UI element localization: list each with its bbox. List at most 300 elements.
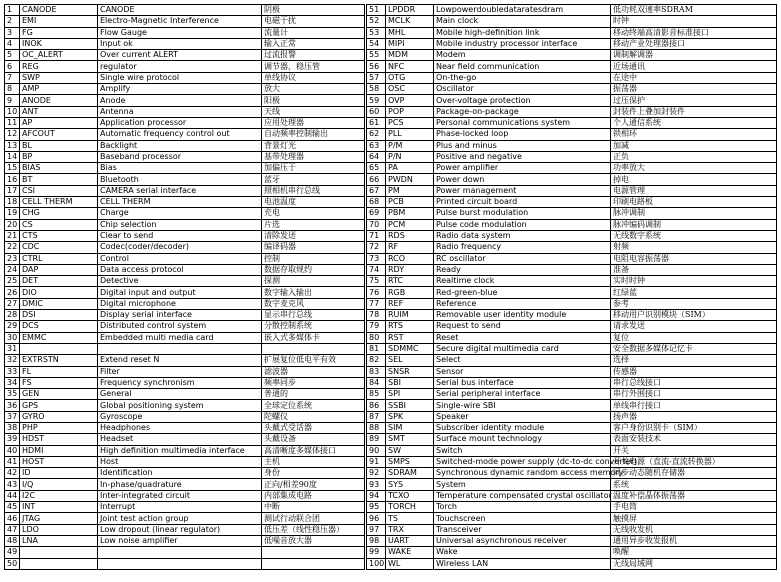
table-row: [5, 422, 365, 433]
table-row: [5, 129, 365, 140]
full-name-cell: Serial bus interface: [434, 377, 611, 388]
row-number-cell: 55: [367, 50, 386, 61]
full-name-cell: Amplify: [98, 84, 262, 95]
row-number-cell: 91: [367, 456, 386, 467]
chinese-name-cell: 背景灯光: [262, 140, 365, 151]
full-name-cell: Display serial interface: [98, 310, 262, 321]
table-row: [5, 185, 365, 196]
full-name-cell: Radio data system: [434, 230, 611, 241]
row-number-cell: 50: [5, 558, 20, 569]
chinese-name-cell: 照相机串行总线: [262, 185, 365, 196]
abbreviation-cell: OTG: [386, 72, 434, 83]
full-name-cell: Power management: [434, 185, 611, 196]
abbreviation-cell: REF: [386, 298, 434, 309]
table-row: [367, 50, 777, 61]
row-number-cell: 72: [367, 242, 386, 253]
chinese-name-cell: 放大: [262, 84, 365, 95]
row-number-cell: 95: [367, 502, 386, 513]
abbreviation-table-left: [4, 4, 365, 570]
table-row: [5, 95, 365, 106]
chinese-name-cell: 加偏压于: [262, 163, 365, 174]
abbreviation-cell: CS: [20, 219, 98, 230]
abbreviation-table-left-body: [5, 5, 365, 570]
abbreviation-cell: RTC: [386, 276, 434, 287]
abbreviation-cell: BL: [20, 140, 98, 151]
abbreviation-cell: DAP: [20, 264, 98, 275]
abbreviation-cell: TCXO: [386, 490, 434, 501]
abbreviation-cell: RST: [386, 332, 434, 343]
chinese-name-cell: 电阻电容振荡器: [611, 253, 777, 264]
abbreviation-cell: NFC: [386, 61, 434, 72]
chinese-name-cell: 数字麦克风: [262, 298, 365, 309]
full-name-cell: Oscillator: [434, 84, 611, 95]
full-name-cell: Control: [98, 253, 262, 264]
full-name-cell: High definition multimedia interface: [98, 445, 262, 456]
table-row: [5, 230, 365, 241]
row-number-cell: 40: [5, 445, 20, 456]
abbreviation-cell: DET: [20, 276, 98, 287]
chinese-name-cell: 时钟: [611, 16, 777, 27]
row-number-cell: 16: [5, 174, 20, 185]
full-name-cell: Personal communications system: [434, 117, 611, 128]
full-name-cell: Touchscreen: [434, 513, 611, 524]
chinese-name-cell: 开关: [611, 445, 777, 456]
abbreviation-cell: ID: [20, 468, 98, 479]
chinese-name-cell: 手电筒: [611, 502, 777, 513]
table-row: [5, 106, 365, 117]
full-name-cell: Mobile high-definition link: [434, 27, 611, 38]
chinese-name-cell: 近场通讯: [611, 61, 777, 72]
chinese-name-cell: 在途中: [611, 72, 777, 83]
chinese-name-cell: 探测: [262, 276, 365, 287]
table-row: [5, 513, 365, 524]
full-name-cell: Serial peripheral interface: [434, 389, 611, 400]
table-row: [5, 332, 365, 343]
row-number-cell: 19: [5, 208, 20, 219]
row-number-cell: 88: [367, 422, 386, 433]
full-name-cell: Main clock: [434, 16, 611, 27]
chinese-name-cell: 数据存取规约: [262, 264, 365, 275]
chinese-name-cell: 基带处理器: [262, 151, 365, 162]
table-row: [5, 276, 365, 287]
row-number-cell: 32: [5, 355, 20, 366]
table-row: [5, 61, 365, 72]
table-row: [367, 377, 777, 388]
chinese-name-cell: 串行外围接口: [611, 389, 777, 400]
table-row: [367, 287, 777, 298]
row-number-cell: 28: [5, 310, 20, 321]
table-row: [5, 468, 365, 479]
row-number-cell: 5: [5, 50, 20, 61]
full-name-cell: Interrupt: [98, 502, 262, 513]
abbreviation-cell: EMMC: [20, 332, 98, 343]
chinese-name-cell: 内部集成电路: [262, 490, 365, 501]
table-row: [367, 208, 777, 219]
full-name-cell: Wireless LAN: [434, 558, 611, 569]
full-name-cell: CAMERA serial interface: [98, 185, 262, 196]
abbreviation-cell: POP: [386, 106, 434, 117]
abbreviation-cell: CTS: [20, 230, 98, 241]
full-name-cell: Automatic frequency control out: [98, 129, 262, 140]
full-name-cell: [98, 558, 262, 569]
full-name-cell: CANODE: [98, 5, 262, 16]
abbreviation-cell: RDY: [386, 264, 434, 275]
row-number-cell: 78: [367, 310, 386, 321]
table-row: [5, 411, 365, 422]
table-row: [367, 513, 777, 524]
abbreviation-cell: SW: [386, 445, 434, 456]
chinese-name-cell: 印刷电路板: [611, 197, 777, 208]
table-row: [367, 434, 777, 445]
chinese-name-cell: 唤醒: [611, 547, 777, 558]
table-row: [5, 264, 365, 275]
full-name-cell: Bias: [98, 163, 262, 174]
abbreviation-cell: HDST: [20, 434, 98, 445]
table-row: [5, 310, 365, 321]
full-name-cell: Antenna: [98, 106, 262, 117]
full-name-cell: Transceiver: [434, 524, 611, 535]
full-name-cell: Low dropout (linear regulator): [98, 524, 262, 535]
chinese-name-cell: 通用异步收发报机: [611, 535, 777, 546]
chinese-name-cell: [262, 547, 365, 558]
full-name-cell: RC oscillator: [434, 253, 611, 264]
abbreviation-cell: I2C: [20, 490, 98, 501]
row-number-cell: 52: [367, 16, 386, 27]
full-name-cell: Detective: [98, 276, 262, 287]
table-row: [367, 174, 777, 185]
table-row: [367, 276, 777, 287]
row-number-cell: 61: [367, 117, 386, 128]
full-name-cell: Codec(coder/decoder): [98, 242, 262, 253]
abbreviation-cell: SMPS: [386, 456, 434, 467]
chinese-name-cell: 移动产业处理器接口: [611, 38, 777, 49]
table-row: [367, 479, 777, 490]
full-name-cell: Speaker: [434, 411, 611, 422]
row-number-cell: 84: [367, 377, 386, 388]
table-row: [367, 27, 777, 38]
full-name-cell: Filter: [98, 366, 262, 377]
row-number-cell: 12: [5, 129, 20, 140]
chinese-name-cell: 掉电: [611, 174, 777, 185]
abbreviation-cell: GYRO: [20, 411, 98, 422]
table-row: [367, 558, 777, 569]
row-number-cell: 98: [367, 535, 386, 546]
table-row: [367, 264, 777, 275]
chinese-name-cell: 低压差（线性稳压器）: [262, 524, 365, 535]
chinese-name-cell: 触摸屏: [611, 513, 777, 524]
row-number-cell: 43: [5, 479, 20, 490]
full-name-cell: Input ok: [98, 38, 262, 49]
table-row: [5, 219, 365, 230]
row-number-cell: 80: [367, 332, 386, 343]
chinese-name-cell: 正向/相差90度: [262, 479, 365, 490]
table-row: [367, 242, 777, 253]
abbreviation-cell: CELL THERM: [20, 197, 98, 208]
row-number-cell: 82: [367, 355, 386, 366]
row-number-cell: 49: [5, 547, 20, 558]
abbreviation-cell: SYS: [386, 479, 434, 490]
full-name-cell: Host: [98, 456, 262, 467]
table-row: [367, 502, 777, 513]
table-row: [367, 117, 777, 128]
row-number-cell: 76: [367, 287, 386, 298]
table-row: [5, 253, 365, 264]
chinese-name-cell: 实时时钟: [611, 276, 777, 287]
row-number-cell: 13: [5, 140, 20, 151]
full-name-cell: Removable user identity module: [434, 310, 611, 321]
row-number-cell: 89: [367, 434, 386, 445]
chinese-name-cell: 天线: [262, 106, 365, 117]
chinese-name-cell: 控制: [262, 253, 365, 264]
row-number-cell: 57: [367, 72, 386, 83]
abbreviation-cell: MHL: [386, 27, 434, 38]
row-number-cell: 75: [367, 276, 386, 287]
abbreviation-cell: BP: [20, 151, 98, 162]
chinese-name-cell: 清除发送: [262, 230, 365, 241]
chinese-name-cell: 头戴设备: [262, 434, 365, 445]
full-name-cell: Power down: [434, 174, 611, 185]
abbreviation-cell: RUIM: [386, 310, 434, 321]
abbreviation-cell: EXTRSTN: [20, 355, 98, 366]
full-name-cell: Reference: [434, 298, 611, 309]
full-name-cell: Switched-mode power supply (dc-to-dc converter): [434, 456, 611, 467]
full-name-cell: Near field communication: [434, 61, 611, 72]
chinese-name-cell: 高清晰度多媒体接口: [262, 445, 365, 456]
row-number-cell: 69: [367, 208, 386, 219]
table-row: [5, 321, 365, 332]
full-name-cell: Package-on-package: [434, 106, 611, 117]
abbreviation-cell: LDO: [20, 524, 98, 535]
full-name-cell: Headphones: [98, 422, 262, 433]
row-number-cell: 71: [367, 230, 386, 241]
chinese-name-cell: 移动终端高清影音标准接口: [611, 27, 777, 38]
abbreviation-cell: HOST: [20, 456, 98, 467]
full-name-cell: Electro-Magnetic Interference: [98, 16, 262, 27]
table-row: [5, 163, 365, 174]
table-row: [367, 163, 777, 174]
row-number-cell: 79: [367, 321, 386, 332]
table-row: [367, 38, 777, 49]
row-number-cell: 11: [5, 117, 20, 128]
chinese-name-cell: 充电: [262, 208, 365, 219]
table-row: [367, 61, 777, 72]
abbreviation-cell: TRX: [386, 524, 434, 535]
abbreviation-cell: MIPI: [386, 38, 434, 49]
row-number-cell: 73: [367, 253, 386, 264]
table-row: [367, 230, 777, 241]
full-name-cell: regulator: [98, 61, 262, 72]
table-row: [367, 343, 777, 354]
abbreviation-cell: SMT: [386, 434, 434, 445]
abbreviation-cell: REG: [20, 61, 98, 72]
row-number-cell: 86: [367, 400, 386, 411]
abbreviation-cell: PHP: [20, 422, 98, 433]
row-number-cell: 2: [5, 16, 20, 27]
row-number-cell: 29: [5, 321, 20, 332]
table-row: [367, 253, 777, 264]
chinese-name-cell: 个人通信系统: [611, 117, 777, 128]
row-number-cell: 33: [5, 366, 20, 377]
table-row: [367, 400, 777, 411]
abbreviation-cell: LPDDR: [386, 5, 434, 16]
chinese-name-cell: 电池温度: [262, 197, 365, 208]
abbreviation-cell: RTS: [386, 321, 434, 332]
row-number-cell: 90: [367, 445, 386, 456]
row-number-cell: 8: [5, 84, 20, 95]
row-number-cell: 60: [367, 106, 386, 117]
abbreviation-cell: MCLK: [386, 16, 434, 27]
abbreviation-cell: HDMI: [20, 445, 98, 456]
abbreviation-cell: DIO: [20, 287, 98, 298]
table-row: [5, 389, 365, 400]
table-row: [367, 468, 777, 479]
table-row: [367, 151, 777, 162]
chinese-name-cell: 阳极: [262, 95, 365, 106]
table-row: [367, 95, 777, 106]
chinese-name-cell: 全球定位系统: [262, 400, 365, 411]
chinese-name-cell: 串行总线接口: [611, 377, 777, 388]
row-number-cell: 24: [5, 264, 20, 275]
row-number-cell: 23: [5, 253, 20, 264]
table-row: [5, 558, 365, 569]
full-name-cell: Backlight: [98, 140, 262, 151]
table-row: [367, 185, 777, 196]
row-number-cell: 53: [367, 27, 386, 38]
full-name-cell: Extend reset N: [98, 355, 262, 366]
table-row: [367, 490, 777, 501]
abbreviation-cell: WAKE: [386, 547, 434, 558]
full-name-cell: Positive and negative: [434, 151, 611, 162]
chinese-name-cell: 移动用户识别模块（SIM）: [611, 310, 777, 321]
chinese-name-cell: 单线串行接口: [611, 400, 777, 411]
abbreviation-cell: SWP: [20, 72, 98, 83]
full-name-cell: Digital microphone: [98, 298, 262, 309]
full-name-cell: Embedded multi media card: [98, 332, 262, 343]
chinese-name-cell: 过流报警: [262, 50, 365, 61]
abbreviation-cell: PCM: [386, 219, 434, 230]
abbreviation-cell: SNSR: [386, 366, 434, 377]
full-name-cell: Over current ALERT: [98, 50, 262, 61]
row-number-cell: 20: [5, 219, 20, 230]
table-row: [5, 524, 365, 535]
abbreviation-cell: ANODE: [20, 95, 98, 106]
table-row: [367, 366, 777, 377]
abbreviation-cell: GEN: [20, 389, 98, 400]
full-name-cell: Bluetooth: [98, 174, 262, 185]
chinese-name-cell: 显示串行总线: [262, 310, 365, 321]
row-number-cell: 6: [5, 61, 20, 72]
abbreviation-cell: GPS: [20, 400, 98, 411]
row-number-cell: 66: [367, 174, 386, 185]
chinese-name-cell: 开关电源（直流-直流转换器）: [611, 456, 777, 467]
abbreviation-cell: [20, 343, 98, 354]
table-row: [367, 422, 777, 433]
full-name-cell: Realtime clock: [434, 276, 611, 287]
table-row: [5, 16, 365, 27]
chinese-name-cell: 普通的: [262, 389, 365, 400]
full-name-cell: Mobile industry processor interface: [434, 38, 611, 49]
abbreviation-cell: WL: [386, 558, 434, 569]
full-name-cell: Identification: [98, 468, 262, 479]
full-name-cell: Synchronous dynamic random access memory: [434, 468, 611, 479]
row-number-cell: 26: [5, 287, 20, 298]
chinese-name-cell: 参考: [611, 298, 777, 309]
table-row: [367, 298, 777, 309]
full-name-cell: Headset: [98, 434, 262, 445]
abbreviation-cell: PWDN: [386, 174, 434, 185]
abbreviation-cell: MDM: [386, 50, 434, 61]
table-row: [367, 355, 777, 366]
table-row: [367, 310, 777, 321]
full-name-cell: System: [434, 479, 611, 490]
chinese-name-cell: 振荡器: [611, 84, 777, 95]
abbreviation-cell: RF: [386, 242, 434, 253]
row-number-cell: 94: [367, 490, 386, 501]
chinese-name-cell: [262, 558, 365, 569]
full-name-cell: Distributed control system: [98, 321, 262, 332]
chinese-name-cell: 无线数字系统: [611, 230, 777, 241]
full-name-cell: Application processor: [98, 117, 262, 128]
row-number-cell: 35: [5, 389, 20, 400]
chinese-name-cell: 扬声器: [611, 411, 777, 422]
abbreviation-table-right: [366, 4, 777, 570]
row-number-cell: 74: [367, 264, 386, 275]
chinese-name-cell: 输入正常: [262, 38, 365, 49]
table-row: [367, 129, 777, 140]
abbreviation-cell: UART: [386, 535, 434, 546]
abbreviation-cell: BIAS: [20, 163, 98, 174]
full-name-cell: Digital input and output: [98, 287, 262, 298]
abbreviation-cell: FL: [20, 366, 98, 377]
row-number-cell: 92: [367, 468, 386, 479]
abbreviation-cell: SEL: [386, 355, 434, 366]
chinese-name-cell: 同步动态随机存储器: [611, 468, 777, 479]
abbreviation-cell: INOK: [20, 38, 98, 49]
abbreviation-cell: SSBI: [386, 400, 434, 411]
abbreviation-cell: ANT: [20, 106, 98, 117]
full-name-cell: Plus and minus: [434, 140, 611, 151]
table-row: [367, 84, 777, 95]
chinese-name-cell: 客户身份识别卡（SIM）: [611, 422, 777, 433]
full-name-cell: Switch: [434, 445, 611, 456]
full-name-cell: Secure digital multimedia card: [434, 343, 611, 354]
full-name-cell: General: [98, 389, 262, 400]
chinese-name-cell: 扩展复位低电平有效: [262, 355, 365, 366]
abbreviation-cell: I/Q: [20, 479, 98, 490]
abbreviation-cell: RGB: [386, 287, 434, 298]
row-number-cell: 34: [5, 377, 20, 388]
table-row: [5, 547, 365, 558]
row-number-cell: 42: [5, 468, 20, 479]
row-number-cell: 70: [367, 219, 386, 230]
table-row: [5, 366, 365, 377]
row-number-cell: 96: [367, 513, 386, 524]
table-row: [5, 84, 365, 95]
abbreviation-cell: P/M: [386, 140, 434, 151]
chinese-name-cell: 单线协议: [262, 72, 365, 83]
chinese-name-cell: 复位: [611, 332, 777, 343]
table-row: [5, 208, 365, 219]
row-number-cell: 46: [5, 513, 20, 524]
chinese-name-cell: 封装件上叠加封装件: [611, 106, 777, 117]
chinese-name-cell: 脉冲调制: [611, 208, 777, 219]
row-number-cell: 17: [5, 185, 20, 196]
full-name-cell: Single-wire SBI: [434, 400, 611, 411]
full-name-cell: Gyroscope: [98, 411, 262, 422]
chinese-name-cell: 锁相环: [611, 129, 777, 140]
abbreviation-cell: RCO: [386, 253, 434, 264]
chinese-name-cell: 安全数据多媒体记忆卡: [611, 343, 777, 354]
